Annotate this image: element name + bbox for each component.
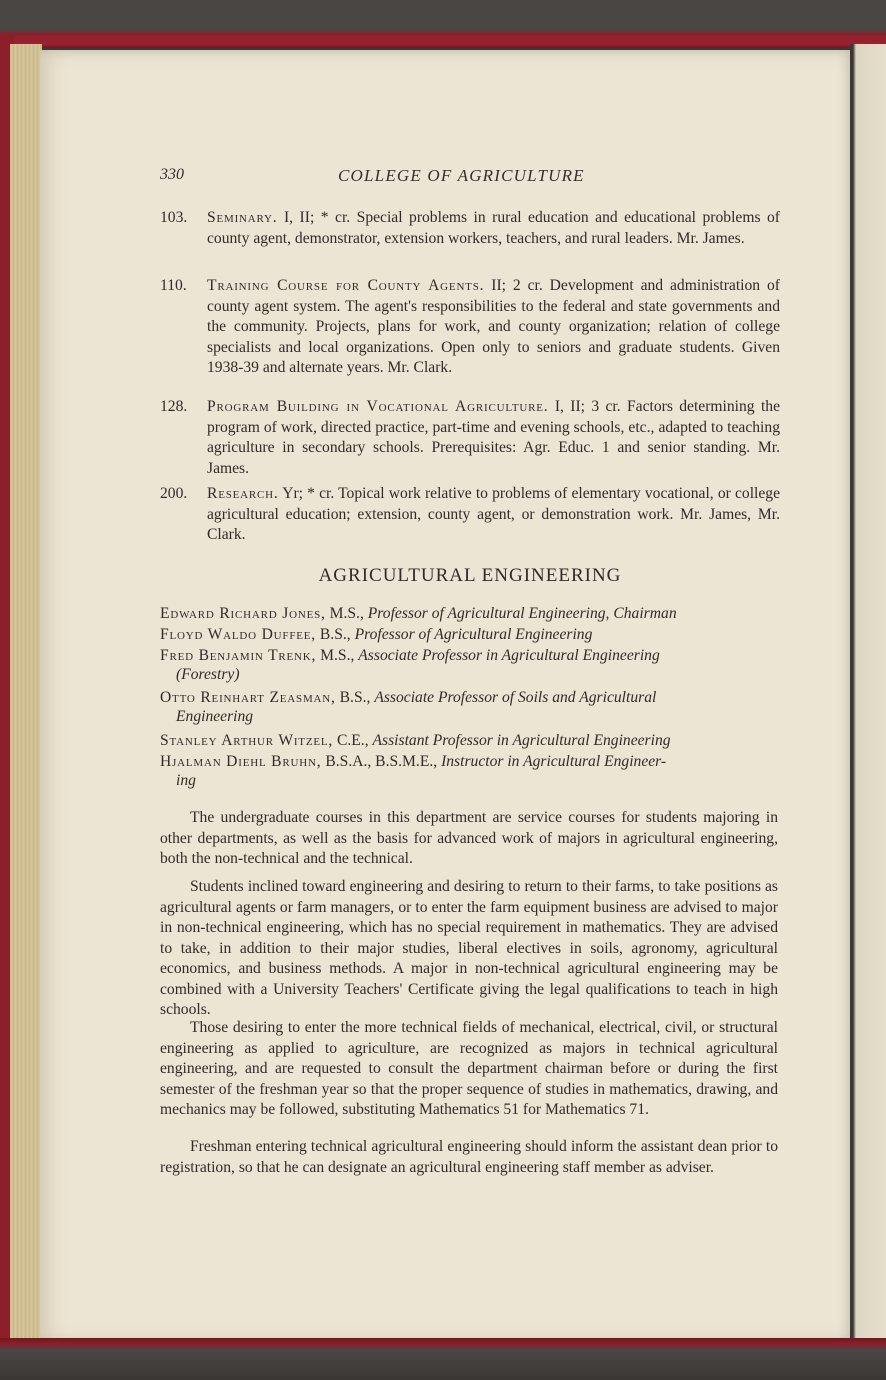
faculty-entry: [160, 625, 780, 644]
course-text: II; 2 cr. Development and administration of county agent system. The agent's responsibilities to the federal and state governments and the community. Projects, plans for work, and county organization; relation of college specialists and local organizations. Open only to seniors and graduate students. Given 1938-39 and alternate years. Mr. Clark.: [207, 277, 780, 376]
course-description: [207, 276, 780, 379]
faculty-name: Stanley Arthur Witzel,: [160, 732, 334, 749]
course-entry: [160, 397, 780, 479]
faculty-title-continued: Engineering: [176, 708, 254, 725]
faculty-degree: B.S.A., B.S.M.E.,: [325, 753, 438, 770]
course-name: Training Course for County Agents.: [207, 277, 485, 294]
body-paragraph: Students inclined toward engineering and desiring to return to their farms, to take positions as agricultural agents or farm managers, or to enter the farm equipment business are advised to major in non-technical engineering, which has no special requirement in mathematics. They are advised to take, in addition to their major studies, liberal electives in soils, agronomy, agricultural economics, and business methods. A major in non-technical agricultural engineering may be combined with a University Teachers' Certificate giving the legal qualifications to teach in high schools.: [160, 878, 778, 1018]
course-name: Program Building in Vocational Agriculture.: [207, 398, 549, 415]
course-text: I, II; * cr. Special problems in rural education and educational problems of county agent, demonstrator, extension workers, teachers, and rural leaders. Mr. James.: [207, 209, 780, 247]
faculty-title: Professor of Agricultural Engineering: [354, 626, 593, 643]
faculty-name: Floyd Waldo Duffee,: [160, 626, 316, 643]
faculty-name: Otto Reinhart Zeasman,: [160, 689, 336, 706]
course-number: 200.: [160, 485, 188, 502]
faculty-title: Instructor in Agricultural Engineer-: [441, 753, 667, 770]
course-name: Seminary.: [207, 209, 278, 226]
page-number: 330: [160, 166, 184, 183]
faculty-title: Professor of Agricultural Engineering, Chairman: [367, 605, 677, 622]
faculty-title-continued: (Forestry): [176, 666, 240, 683]
course-text: Yr; * cr. Topical work relative to problems of elementary vocational, or college agricultural education; extension, county agent, or demonstration work. Mr. James, Mr. Clark.: [207, 485, 780, 543]
faculty-entry: [160, 731, 780, 750]
course-entry: [160, 208, 780, 249]
faculty-title: Assistant Professor in Agricultural Engineering: [372, 732, 671, 749]
body-paragraph: The undergraduate courses in this department are service courses for students majoring in other departments, as well as the basis for advanced work of majors in agricultural engineering, both the non-technical and the technical.: [160, 809, 778, 867]
body-paragraph: Those desiring to enter the more technical fields of mechanical, electrical, civil, or structural engineering as applied to agriculture, are recognized as majors in technical agricultural engineering, and are requested to consult the department chairman before or during the first semester of the freshman year so that the proper sequence of studies in mathematics, drawing, and mechanics may be followed, substituting Mathematics 51 for Mathematics 71.: [160, 1019, 778, 1118]
faculty-entry: [160, 752, 780, 790]
next-page-edge: [850, 44, 886, 1344]
faculty-degree: M.S.,: [329, 605, 364, 622]
body-paragraph: Freshman entering technical agricultural engineering should inform the assistant dean prior to registration, so that he can designate an agricultural engineering staff member as adviser.: [160, 1138, 778, 1176]
section-heading: AGRICULTURAL ENGINEERING: [318, 565, 622, 586]
faculty-entry: [160, 688, 780, 726]
faculty-name: Fred Benjamin Trenk,: [160, 647, 317, 664]
course-description: [207, 484, 780, 546]
course-entry: [160, 276, 780, 379]
course-description: [207, 397, 780, 479]
course-number: 128.: [160, 398, 188, 415]
running-head: [160, 166, 778, 188]
book-cover-bottom: [0, 1338, 886, 1380]
faculty-entry: [160, 604, 780, 623]
faculty-entry: [160, 646, 780, 684]
faculty-degree: M.S.,: [320, 647, 355, 664]
course-description: [207, 208, 780, 249]
course-number: 110.: [160, 277, 187, 294]
page-stack: [10, 44, 42, 1344]
course-name: Research.: [207, 485, 279, 502]
running-title: COLLEGE OF AGRICULTURE: [338, 166, 585, 185]
faculty-name: Edward Richard Jones,: [160, 605, 326, 622]
faculty-degree: B.S.,: [319, 626, 351, 643]
book-cover-top: [0, 0, 886, 48]
faculty-degree: C.E.,: [336, 732, 369, 749]
course-text: I, II; 3 cr. Factors determining the program of work, directed practice, part-time and evening schools, etc., adapted to teaching agriculture in secondary schools. Prerequisites: Agr. Educ. 1 and senior standing. Mr. James.: [207, 398, 780, 477]
course-number: 103.: [160, 209, 188, 226]
faculty-title: Associate Professor in Agricultural Engineering: [358, 647, 660, 664]
faculty-name: Hjalman Diehl Bruhn,: [160, 753, 322, 770]
faculty-title: Associate Professor of Soils and Agricultural: [374, 689, 657, 706]
faculty-degree: B.S.,: [339, 689, 371, 706]
course-entry: [160, 484, 780, 546]
faculty-title-continued: ing: [176, 772, 196, 789]
